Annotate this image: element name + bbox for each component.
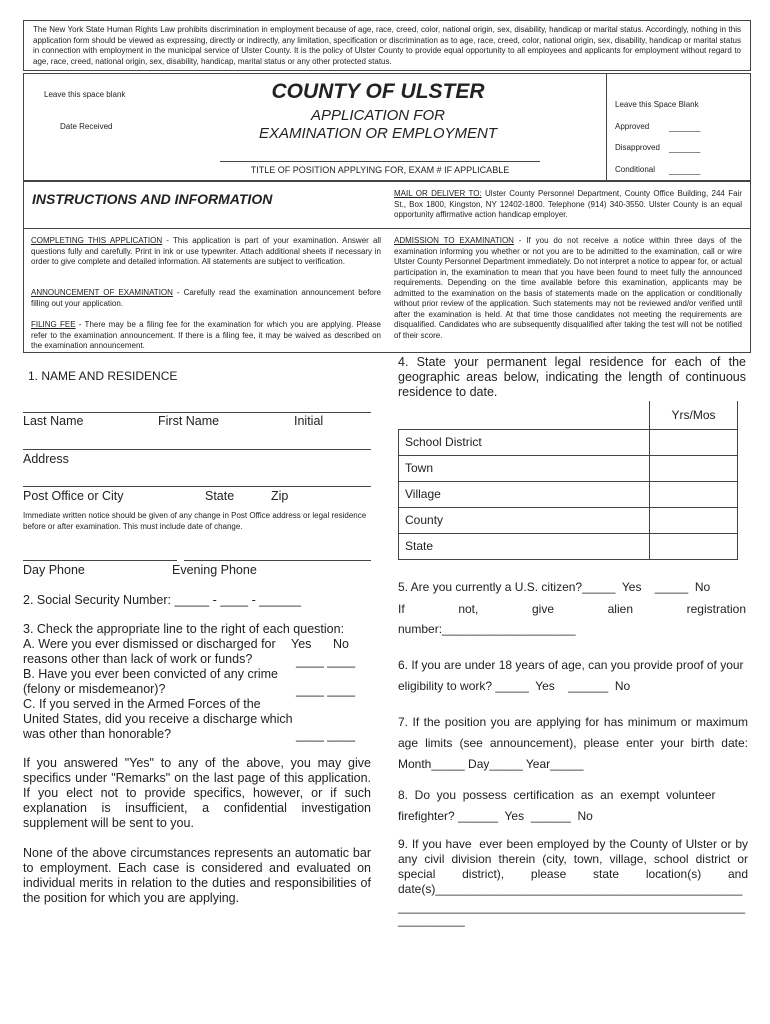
q7-age-limits[interactable]: 7. If the position you are applying for has minimum or maximum age limits (see announcement), please enter your birth date: Month_____ Day_____ Year_____ bbox=[398, 715, 748, 771]
q3-no-header: No bbox=[333, 637, 349, 651]
completing-application bbox=[31, 236, 381, 268]
q3c-line1: C. If you served in the Armed Forces of the bbox=[23, 697, 261, 711]
section-1-title: 1. NAME AND RESIDENCE bbox=[28, 369, 178, 383]
human-rights-notice: The New York State Human Rights Law prohibits discrimination in employment because of age, race, creed, color, national origin, sex, disability, handicap or marital status. Accordingly, nothing in this application form should be viewed as expressing, directly or indirectly, any limitation, specification or discrimination as to age, race, creed, color, national origin, sex, disability, handicap or marital status in connection with employment in the municipal service of Ulster County. It is the policy of Ulster County to provide equal opportunity to all employees and applicants for employment without regard to age, race, creed, national origin, sex, disability, handicap, marital status or any other protected status. bbox=[33, 25, 741, 66]
residence-header-row bbox=[399, 401, 738, 429]
left-blank-label: Leave this space blank bbox=[44, 90, 126, 99]
instructions-divider bbox=[24, 228, 750, 229]
fee-label: FILING FEE bbox=[31, 320, 76, 329]
q9-employment[interactable]: 9. If you have ever been employed by the County of Ulster or by any civil division therein (city, town, village, school district or special district), please state location(s) and date(s)______________________________________________ bbox=[398, 837, 759, 896]
q3c-line2: United States, did you receive a discharge which bbox=[23, 712, 293, 726]
name-line[interactable] bbox=[23, 412, 371, 413]
area-label: County bbox=[399, 507, 650, 533]
q8-firefighter[interactable]: 8. Do you possess certification as an exempt volunteer firefighter? ______ Yes ______ No bbox=[398, 788, 719, 823]
mail-address: Ulster County Personnel Department, County Office Building, 244 Fair St., Box 1800, Kingston, NY 12402-1800. Telephone (914) 340-3550. Ulster County is an equal opportunity affirmative action handicap employer. bbox=[394, 189, 742, 219]
q9-line2[interactable]: ____________________________________________________ bbox=[398, 900, 746, 914]
completing-label: COMPLETING THIS APPLICATION bbox=[31, 236, 163, 245]
fee-body: - There may be a filing fee for the examination for which you are applying. Please refer to the examination announcement. If there is a filing fee, it may be waived as described on the examination announcement. bbox=[31, 320, 382, 350]
remarks-paragraph: If you answered "Yes" to any of the above, you may give specifics under "Remarks" on the last page of this application. If you elect not to provide specifics, however, or if such explanation is insufficient, a confidential investigation supplement will be sent to you. bbox=[23, 756, 371, 830]
zip-label: Zip bbox=[271, 489, 289, 503]
yrs-mos-cell[interactable] bbox=[650, 455, 738, 481]
area-label: School District bbox=[399, 429, 650, 455]
day-phone-line[interactable] bbox=[23, 560, 177, 561]
q3b-blanks[interactable]: ____ ____ bbox=[296, 683, 356, 697]
yrs-mos-cell[interactable] bbox=[650, 507, 738, 533]
ssn-field[interactable]: 2. Social Security Number: _____ - ____ - ______ bbox=[23, 593, 301, 607]
title-of-position-label: TITLE OF POSITION APPLYING FOR, EXAM # IF APPLICABLE bbox=[250, 165, 510, 175]
table-row bbox=[399, 455, 738, 481]
admission-to-exam bbox=[394, 236, 742, 341]
q5-registration-number[interactable]: number:____________________ bbox=[398, 622, 576, 636]
q9-line3[interactable]: __________ bbox=[398, 913, 465, 927]
day-phone-label: Day Phone bbox=[23, 563, 85, 577]
evening-phone-label: Evening Phone bbox=[172, 563, 257, 577]
instructions-heading: INSTRUCTIONS AND INFORMATION bbox=[32, 191, 273, 207]
announcement-body: - Carefully read the examination announcement before filling out your application. bbox=[31, 288, 381, 308]
state-label: State bbox=[205, 489, 235, 503]
conditional-blank: _______ bbox=[669, 166, 701, 175]
mail-deliver-text bbox=[394, 189, 742, 221]
city-line[interactable] bbox=[23, 486, 371, 487]
q3b-line1: B. Have you ever been convicted of any crime bbox=[23, 667, 278, 681]
area-label: Village bbox=[399, 481, 650, 507]
disapproved-label: Disapproved bbox=[615, 143, 660, 152]
residence-table bbox=[398, 401, 738, 560]
evening-phone-line[interactable] bbox=[184, 560, 371, 561]
q6-under-18[interactable]: 6. If you are under 18 years of age, can you provide proof of your eligibility to work? _____ Yes ______ No bbox=[398, 658, 747, 693]
header-box bbox=[23, 73, 751, 181]
yrs-mos-cell[interactable] bbox=[650, 533, 738, 559]
table-row bbox=[399, 507, 738, 533]
completing-body: - This application is part of your examination. Answer all questions fully and carefully. Print in ink or use typewriter. Attach additional sheets if necessary in order to give complete and detailed information. All statements are subject to verification. bbox=[31, 236, 381, 266]
yrs-mos-header: Yrs/Mos bbox=[650, 401, 738, 429]
q5-alien-line: If not, give alien registration bbox=[398, 602, 746, 616]
no-automatic-bar-paragraph: None of the above circumstances represents an automatic bar to employment. Each case is considered and evaluated on individual merits in relation to the duties and responsibilities of the position for which you are applying. bbox=[23, 846, 371, 905]
address-label: Address bbox=[23, 452, 69, 466]
address-line[interactable] bbox=[23, 449, 371, 450]
address-change-notice: Immediate written notice should be given of any change in Post Office address or legal residence before or after examination. This must include date of change. bbox=[23, 511, 367, 531]
post-office-label: Post Office or City bbox=[23, 489, 124, 503]
yrs-mos-cell[interactable] bbox=[650, 429, 738, 455]
admission-body: - If you do not receive a notice within three days of the examination informing you whether or not you are to be admitted to the examination, call or wire Ulster County Personnel Department immediately. Do not interpret a notice to appear for, or actual participation in, the examination to mean that you have been found to meet fully the announced requirements. Depending on the time available before this examination, applicants may be admitted to the examination on the basis of statements made on the application or conditionally without prior review of the application. Such statements may not be reviewed and/or verified until after the examination is held. At that time those candidates not meeting the requirements are disqualified. Candidates who are subsequently disqualified after taking the test will not be notified of their score. bbox=[394, 236, 743, 340]
county-title: COUNTY OF ULSTER bbox=[271, 80, 485, 103]
q5-citizen[interactable]: 5. Are you currently a U.S. citizen?_____ Yes _____ No bbox=[398, 580, 711, 594]
q3b-line2: (felony or misdemeanor)? bbox=[23, 682, 166, 696]
first-name-label: First Name bbox=[158, 414, 220, 428]
right-blank-label: Leave this Space Blank bbox=[615, 100, 699, 109]
initial-label: Initial bbox=[294, 414, 324, 428]
area-label: State bbox=[399, 533, 650, 559]
q3-yes-header: Yes bbox=[291, 637, 312, 651]
last-name-label: Last Name bbox=[23, 414, 84, 428]
conditional-label: Conditional bbox=[615, 165, 656, 174]
filing-fee bbox=[31, 320, 381, 352]
office-use-panel bbox=[606, 74, 752, 181]
table-row bbox=[399, 481, 738, 507]
date-received-label: Date Received bbox=[60, 122, 113, 131]
exam-or-employment: EXAMINATION OR EMPLOYMENT bbox=[258, 125, 498, 142]
mail-label: MAIL OR DELIVER TO: bbox=[394, 189, 482, 198]
area-label: Town bbox=[399, 455, 650, 481]
table-row bbox=[399, 429, 738, 455]
table-row bbox=[399, 533, 738, 559]
announcement-of-exam bbox=[31, 288, 381, 309]
disapproved-blank: _______ bbox=[669, 144, 701, 153]
yrs-mos-cell[interactable] bbox=[650, 481, 738, 507]
announcement-label: ANNOUNCEMENT OF EXAMINATION bbox=[31, 288, 173, 297]
approved-label: Approved bbox=[615, 122, 650, 131]
q3a-line2: reasons other than lack of work or funds? bbox=[23, 652, 253, 666]
instructions-box bbox=[23, 181, 751, 353]
q3a-blanks[interactable]: ____ ____ bbox=[296, 654, 356, 668]
approved-blank: _______ bbox=[669, 123, 701, 132]
notice-box bbox=[23, 20, 751, 71]
q3c-line3: was other than honorable? bbox=[23, 727, 172, 741]
area-header-cell bbox=[399, 401, 650, 429]
q3-intro: 3. Check the appropriate line to the right of each question: bbox=[23, 622, 345, 636]
admission-label: ADMISSION TO EXAMINATION bbox=[394, 236, 514, 245]
application-for: APPLICATION FOR bbox=[311, 107, 445, 124]
q4-text: 4. State your permanent legal residence for each of the geographic areas below, indicating the length of continuous residence to date. bbox=[398, 355, 746, 399]
q3c-blanks[interactable]: ____ ____ bbox=[296, 728, 356, 742]
title-line bbox=[220, 161, 540, 162]
q3a-line1: A. Were you ever dismissed or discharged for bbox=[23, 637, 276, 651]
